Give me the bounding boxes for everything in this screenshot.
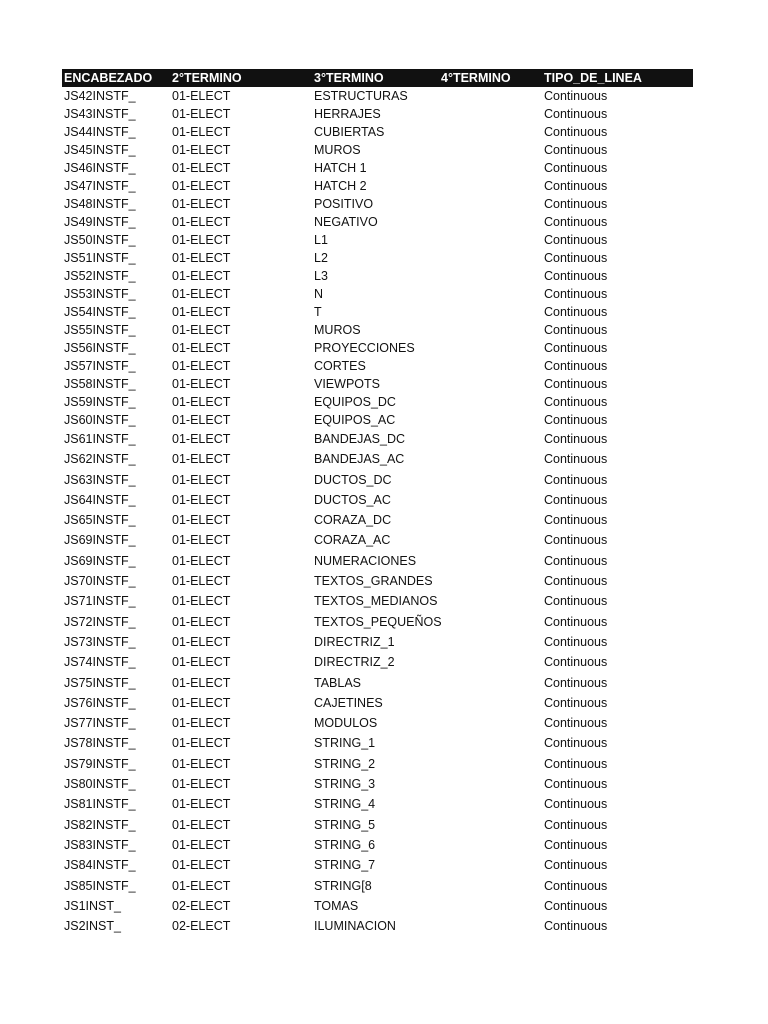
table-cell-c1: JS71INSTF_: [64, 594, 136, 609]
table-row: [62, 591, 693, 611]
table-cell-c3: EQUIPOS_AC: [314, 413, 396, 427]
table-row: [62, 177, 693, 195]
table-cell-c3: T: [314, 305, 322, 319]
table-row: [62, 321, 693, 339]
header-4-termino: 4°TERMINO: [441, 71, 511, 85]
table-row: [62, 411, 693, 429]
table-cell-c2: 01-ELECT: [172, 251, 231, 265]
table-cell-c1: JS84INSTF_: [64, 858, 136, 873]
table-cell-c1: JS73INSTF_: [64, 634, 136, 649]
table-cell-c2: 01-ELECT: [172, 197, 231, 211]
table-cell-c2: 01-ELECT: [172, 736, 231, 751]
table-cell-c3: MUROS: [314, 143, 361, 157]
table-cell-c2: 01-ELECT: [172, 695, 231, 710]
table-row: [62, 876, 693, 896]
table-cell-c3: PROYECCIONES: [314, 341, 415, 355]
table-row: [62, 470, 693, 490]
table-cell-c1: JS78INSTF_: [64, 736, 136, 751]
table-row: [62, 267, 693, 285]
table-cell-c3: MUROS: [314, 323, 361, 337]
table-row: [62, 429, 693, 449]
table-cell-c2: 01-ELECT: [172, 452, 231, 467]
table-cell-c2: 01-ELECT: [172, 756, 231, 771]
table-row: [62, 303, 693, 321]
table-cell-c5: Continuous: [544, 797, 608, 812]
table-cell-c2: 01-ELECT: [172, 574, 231, 589]
table-cell-c3: L1: [314, 233, 328, 247]
table-cell-c5: Continuous: [544, 233, 608, 247]
table-cell-c2: 01-ELECT: [172, 341, 231, 355]
table-cell-c5: Continuous: [544, 614, 608, 629]
table-row: [62, 652, 693, 672]
table-cell-c1: JS75INSTF_: [64, 675, 136, 690]
table-row: [62, 510, 693, 530]
table-cell-c3: DIRECTRIZ_2: [314, 655, 395, 670]
table-cell-c5: Continuous: [544, 533, 608, 548]
table-row: [62, 105, 693, 123]
table-cell-c2: 02-ELECT: [172, 898, 231, 913]
table-cell-c5: Continuous: [544, 756, 608, 771]
table-row: [62, 357, 693, 375]
table-row: [62, 632, 693, 652]
table-cell-c1: JS65INSTF_: [64, 513, 136, 528]
table-cell-c3: CORTES: [314, 359, 366, 373]
table-cell-c5: Continuous: [544, 215, 608, 229]
table-cell-c3: N: [314, 287, 324, 301]
table-cell-c5: Continuous: [544, 377, 608, 391]
table-cell-c5: Continuous: [544, 553, 608, 568]
table-cell-c1: JS57INSTF_: [64, 359, 136, 373]
table-cell-c3: VIEWPOTS: [314, 377, 380, 391]
header-3-termino: 3°TERMINO: [314, 71, 384, 85]
table-cell-c2: 01-ELECT: [172, 179, 231, 193]
table-cell-c1: JS76INSTF_: [64, 695, 136, 710]
table-row: [62, 794, 693, 814]
table-cell-c1: JS61INSTF_: [64, 432, 136, 446]
table-cell-c5: Continuous: [544, 716, 608, 731]
table-cell-c2: 01-ELECT: [172, 675, 231, 690]
table-cell-c2: 01-ELECT: [172, 492, 231, 507]
table-cell-c2: 01-ELECT: [172, 395, 231, 409]
table-cell-c1: JS63INSTF_: [64, 472, 136, 487]
table-row: [62, 123, 693, 141]
table-cell-c2: 01-ELECT: [172, 472, 231, 487]
table-cell-c5: Continuous: [544, 269, 608, 283]
table-cell-c5: Continuous: [544, 898, 608, 913]
table-cell-c2: 01-ELECT: [172, 413, 231, 427]
table-row: [62, 673, 693, 693]
header-encabezado: ENCABEZADO: [64, 71, 153, 85]
table-row: [62, 393, 693, 411]
table-cell-c2: 01-ELECT: [172, 323, 231, 337]
table-cell-c3: ESTRUCTURAS: [314, 89, 408, 103]
table-cell-c3: STRING_5: [314, 817, 376, 832]
table-cell-c5: Continuous: [544, 143, 608, 157]
table-cell-c1: JS72INSTF_: [64, 614, 136, 629]
table-row: [62, 774, 693, 794]
table-cell-c3: ILUMINACION: [314, 919, 396, 934]
table-cell-c5: Continuous: [544, 574, 608, 589]
table-cell-c3: HERRAJES: [314, 107, 381, 121]
table-cell-c1: JS50INSTF_: [64, 233, 136, 247]
table-cell-c3: STRING_4: [314, 797, 376, 812]
table-cell-c2: 01-ELECT: [172, 125, 231, 139]
table-cell-c1: JS81INSTF_: [64, 797, 136, 812]
table-cell-c2: 01-ELECT: [172, 287, 231, 301]
table-cell-c3: DUCTOS_AC: [314, 492, 391, 507]
table-cell-c2: 01-ELECT: [172, 797, 231, 812]
table-cell-c3: STRING[8: [314, 878, 372, 893]
table-cell-c1: JS69INSTF_: [64, 533, 136, 548]
table-cell-c2: 01-ELECT: [172, 634, 231, 649]
table-cell-c2: 01-ELECT: [172, 89, 231, 103]
table-cell-c3: TEXTOS_PEQUEÑOS: [314, 614, 442, 629]
table-cell-c5: Continuous: [544, 432, 608, 446]
table-row: [62, 375, 693, 393]
table-cell-c1: JS47INSTF_: [64, 179, 136, 193]
table-cell-c5: Continuous: [544, 594, 608, 609]
table-cell-c2: 01-ELECT: [172, 107, 231, 121]
table-row: [62, 693, 693, 713]
table-row: [62, 815, 693, 835]
table-cell-c5: Continuous: [544, 777, 608, 792]
table-row: [62, 733, 693, 753]
table-cell-c2: 01-ELECT: [172, 377, 231, 391]
table-cell-c2: 01-ELECT: [172, 553, 231, 568]
table-cell-c3: STRING_7: [314, 858, 376, 873]
table-row: [62, 855, 693, 875]
table-cell-c3: POSITIVO: [314, 197, 374, 211]
table-cell-c5: Continuous: [544, 161, 608, 175]
table-cell-c5: Continuous: [544, 341, 608, 355]
table-cell-c3: TEXTOS_GRANDES: [314, 574, 433, 589]
table-cell-c3: BANDEJAS_DC: [314, 432, 405, 446]
table-cell-c1: JS2INST_: [64, 919, 121, 934]
table-cell-c3: NUMERACIONES: [314, 553, 417, 568]
table-cell-c5: Continuous: [544, 655, 608, 670]
table-cell-c5: Continuous: [544, 513, 608, 528]
header-2-termino: 2°TERMINO: [172, 71, 242, 85]
table-row: [62, 571, 693, 591]
table-row: [62, 612, 693, 632]
table-cell-c1: JS56INSTF_: [64, 341, 136, 355]
table-cell-c1: JS1INST_: [64, 898, 121, 913]
layer-table: [62, 69, 693, 936]
table-row: [62, 249, 693, 267]
table-cell-c5: Continuous: [544, 492, 608, 507]
table-cell-c1: JS64INSTF_: [64, 492, 136, 507]
table-cell-c3: STRING_1: [314, 736, 376, 751]
table-cell-c3: STRING_6: [314, 837, 376, 852]
table-cell-c1: JS59INSTF_: [64, 395, 136, 409]
table-cell-c2: 01-ELECT: [172, 777, 231, 792]
table-cell-c2: 01-ELECT: [172, 655, 231, 670]
table-cell-c5: Continuous: [544, 878, 608, 893]
table-cell-c5: Continuous: [544, 125, 608, 139]
table-cell-c3: BANDEJAS_AC: [314, 452, 405, 467]
table-cell-c2: 01-ELECT: [172, 716, 231, 731]
table-cell-c3: L3: [314, 269, 328, 283]
table-cell-c1: JS77INSTF_: [64, 716, 136, 731]
table-cell-c3: STRING_3: [314, 777, 376, 792]
table-cell-c3: MODULOS: [314, 716, 378, 731]
table-cell-c2: 01-ELECT: [172, 513, 231, 528]
table-cell-c2: 01-ELECT: [172, 858, 231, 873]
table-row: [62, 896, 693, 916]
table-cell-c1: JS51INSTF_: [64, 251, 136, 265]
table-cell-c3: TEXTOS_MEDIANOS: [314, 594, 438, 609]
table-cell-c2: 01-ELECT: [172, 594, 231, 609]
table-cell-c1: JS55INSTF_: [64, 323, 136, 337]
table-cell-c2: 01-ELECT: [172, 305, 231, 319]
table-cell-c5: Continuous: [544, 736, 608, 751]
table-cell-c3: CUBIERTAS: [314, 125, 385, 139]
table-cell-c1: JS42INSTF_: [64, 89, 136, 103]
table-body: [62, 87, 693, 936]
table-row: [62, 916, 693, 936]
table-cell-c1: JS43INSTF_: [64, 107, 136, 121]
table-row: [62, 213, 693, 231]
table-cell-c5: Continuous: [544, 634, 608, 649]
table-cell-c1: JS74INSTF_: [64, 655, 136, 670]
table-cell-c1: JS79INSTF_: [64, 756, 136, 771]
table-cell-c3: CORAZA_AC: [314, 533, 391, 548]
table-cell-c3: STRING_2: [314, 756, 376, 771]
table-row: [62, 285, 693, 303]
table-cell-c3: HATCH 1: [314, 161, 367, 175]
table-cell-c1: JS53INSTF_: [64, 287, 136, 301]
table-cell-c1: JS69INSTF_: [64, 553, 136, 568]
table-cell-c5: Continuous: [544, 395, 608, 409]
table-cell-c1: JS58INSTF_: [64, 377, 136, 391]
header-tipo-de-linea: TIPO_DE_LINEA: [544, 71, 642, 85]
table-cell-c3: CAJETINES: [314, 695, 383, 710]
table-cell-c5: Continuous: [544, 472, 608, 487]
table-cell-c1: JS44INSTF_: [64, 125, 136, 139]
table-cell-c5: Continuous: [544, 452, 608, 467]
table-cell-c3: CORAZA_DC: [314, 513, 392, 528]
table-cell-c2: 01-ELECT: [172, 614, 231, 629]
table-cell-c3: TOMAS: [314, 898, 359, 913]
table-row: [62, 231, 693, 249]
table-cell-c5: Continuous: [544, 695, 608, 710]
table-cell-c2: 01-ELECT: [172, 233, 231, 247]
table-cell-c5: Continuous: [544, 179, 608, 193]
table-cell-c2: 01-ELECT: [172, 837, 231, 852]
table-cell-c3: L2: [314, 251, 328, 265]
table-cell-c2: 01-ELECT: [172, 215, 231, 229]
table-row: [62, 754, 693, 774]
table-cell-c2: 01-ELECT: [172, 432, 231, 446]
table-row: [62, 141, 693, 159]
table-cell-c5: Continuous: [544, 919, 608, 934]
table-cell-c5: Continuous: [544, 305, 608, 319]
table-row: [62, 530, 693, 550]
table-cell-c1: JS80INSTF_: [64, 777, 136, 792]
table-cell-c2: 01-ELECT: [172, 817, 231, 832]
table-row: [62, 195, 693, 213]
table-cell-c2: 01-ELECT: [172, 359, 231, 373]
table-cell-c2: 02-ELECT: [172, 919, 231, 934]
table-cell-c1: JS49INSTF_: [64, 215, 136, 229]
table-row: [62, 339, 693, 357]
table-row: [62, 449, 693, 469]
table-cell-c3: TABLAS: [314, 675, 362, 690]
table-cell-c3: DIRECTRIZ_1: [314, 634, 395, 649]
table-cell-c1: JS48INSTF_: [64, 197, 136, 211]
table-cell-c5: Continuous: [544, 107, 608, 121]
table-row: [62, 490, 693, 510]
table-header-row: [62, 69, 693, 87]
table-row: [62, 835, 693, 855]
table-cell-c5: Continuous: [544, 413, 608, 427]
table-cell-c2: 01-ELECT: [172, 533, 231, 548]
table-cell-c3: HATCH 2: [314, 179, 367, 193]
table-cell-c1: JS62INSTF_: [64, 452, 136, 467]
table-row: [62, 551, 693, 571]
table-cell-c1: JS60INSTF_: [64, 413, 136, 427]
table-cell-c5: Continuous: [544, 89, 608, 103]
table-cell-c2: 01-ELECT: [172, 878, 231, 893]
table-cell-c5: Continuous: [544, 323, 608, 337]
table-cell-c2: 01-ELECT: [172, 269, 231, 283]
table-cell-c5: Continuous: [544, 837, 608, 852]
table-cell-c1: JS82INSTF_: [64, 817, 136, 832]
table-cell-c5: Continuous: [544, 858, 608, 873]
table-cell-c5: Continuous: [544, 251, 608, 265]
table-cell-c3: DUCTOS_DC: [314, 472, 392, 487]
table-row: [62, 159, 693, 177]
table-cell-c3: EQUIPOS_DC: [314, 395, 396, 409]
table-cell-c5: Continuous: [544, 675, 608, 690]
table-cell-c5: Continuous: [544, 287, 608, 301]
table-row: [62, 713, 693, 733]
table-cell-c2: 01-ELECT: [172, 143, 231, 157]
table-row: [62, 87, 693, 105]
table-cell-c5: Continuous: [544, 817, 608, 832]
table-cell-c1: JS45INSTF_: [64, 143, 136, 157]
table-cell-c5: Continuous: [544, 359, 608, 373]
table-cell-c2: 01-ELECT: [172, 161, 231, 175]
table-cell-c1: JS52INSTF_: [64, 269, 136, 283]
table-cell-c1: JS85INSTF_: [64, 878, 136, 893]
table-cell-c1: JS83INSTF_: [64, 837, 136, 852]
table-cell-c1: JS70INSTF_: [64, 574, 136, 589]
table-cell-c1: JS54INSTF_: [64, 305, 136, 319]
table-cell-c3: NEGATIVO: [314, 215, 378, 229]
table-cell-c1: JS46INSTF_: [64, 161, 136, 175]
table-cell-c5: Continuous: [544, 197, 608, 211]
